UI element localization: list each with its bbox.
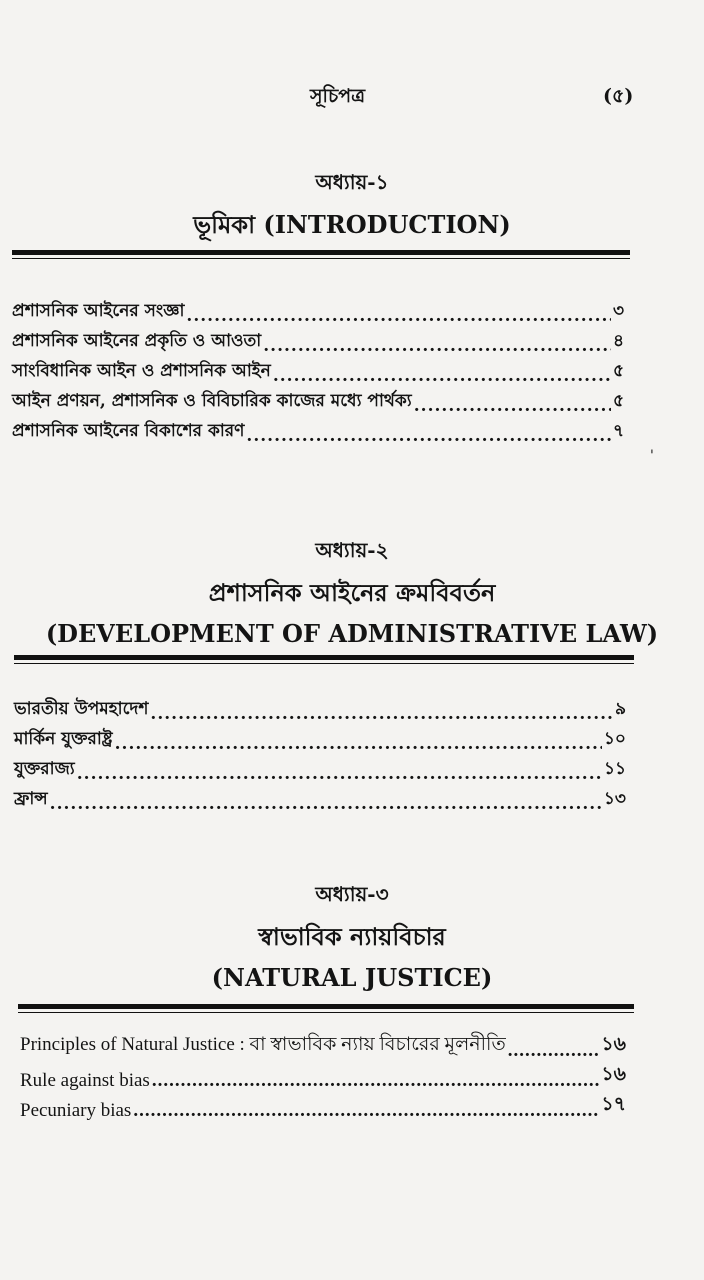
toc-entry: প্রশাসনিক আইনের বিকাশের কারণ ..... ৭ bbox=[12, 416, 624, 446]
toc-entry: ভারতীয় উপমহাদেশ ..... ৯ bbox=[14, 694, 626, 724]
page-number: (৫) bbox=[603, 85, 634, 107]
toc-entry: মার্কিন যুক্তরাষ্ট্র ..... ১০ bbox=[14, 724, 626, 754]
chapter-3-heading bbox=[0, 880, 704, 992]
chapter-title: প্রশাসনিক আইনের ক্রমবিবর্তন bbox=[208, 578, 496, 607]
toc-entry: যুক্তরাজ্য ..... ১১ bbox=[14, 754, 626, 784]
toc-entry: প্রশাসনিক আইনের প্রকৃতি ও আওতা ..... ৪ bbox=[12, 326, 624, 356]
chapter-title: ভূমিকা (INTRODUCTION) bbox=[193, 210, 511, 239]
chapter-2-entries bbox=[14, 694, 626, 814]
toc-entry: সাংবিধানিক আইন ও প্রশাসনিক আইন ..... ৫ bbox=[12, 356, 624, 386]
chapter-subtitle: (NATURAL JUSTICE) bbox=[211, 963, 493, 992]
toc-entry: আইন প্রণয়ন, প্রশাসনিক ও বিবিচারিক কাজের মধ্যে পার্থক্য ..... ৫ bbox=[12, 386, 624, 416]
toc-entry: প্রশাসনিক আইনের সংজ্ঞা ..... ৩ bbox=[12, 296, 624, 326]
page-title: সূচিপত্র bbox=[310, 85, 366, 107]
toc-entry: Principles of Natural Justice : বা স্বাভাবিক ন্যায় বিচারের মূলনীতি ..... ১৬ bbox=[20, 1032, 626, 1062]
chapter-3-entries bbox=[20, 1032, 626, 1122]
chapter-label: অধ্যায়-১ bbox=[315, 170, 389, 194]
stray-mark: ' bbox=[650, 448, 654, 464]
chapter-title: স্বাভাবিক ন্যায়বিচার bbox=[258, 922, 446, 951]
toc-entry: Rule against bias ..... ১৬ bbox=[20, 1062, 626, 1092]
chapter-2-heading bbox=[0, 536, 704, 648]
chapter-1-heading bbox=[0, 168, 704, 247]
page-header bbox=[0, 80, 704, 110]
toc-entry: ফ্রান্স ..... ১৩ bbox=[14, 784, 626, 814]
chapter-1-entries bbox=[12, 296, 624, 446]
chapter-label: অধ্যায়-৩ bbox=[315, 882, 389, 906]
toc-entry: Pecuniary bias ..... ১৭ bbox=[20, 1092, 626, 1122]
chapter-subtitle: (DEVELOPMENT OF ADMINISTRATIVE LAW) bbox=[45, 619, 659, 648]
chapter-label: অধ্যায়-২ bbox=[315, 538, 389, 562]
